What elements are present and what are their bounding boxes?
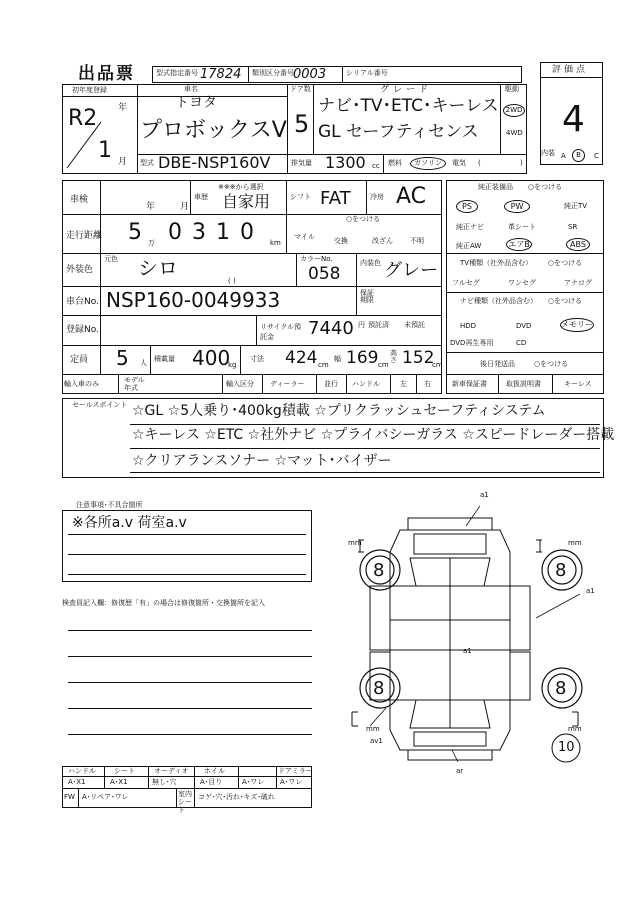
chassis-label: 車台No. [66, 297, 99, 307]
color-no-label: カラーNo. [300, 255, 333, 263]
after-opt-keyless[interactable]: キーレス [564, 380, 592, 388]
navi-opt-hdd[interactable]: HDD [460, 322, 477, 330]
grade-label: グレード [380, 85, 433, 95]
maker: トヨタ [175, 95, 217, 111]
equipment-title: 純正装備品 [478, 183, 513, 191]
serial-label: シリアル番号 [346, 69, 388, 77]
mm-label-bl: mm [366, 725, 380, 733]
mark-top: a1 [480, 491, 489, 499]
drive-label: 駆動 [505, 85, 519, 93]
recycle: 7440 [308, 318, 354, 339]
grid-v-mirror: A･ワレ [242, 778, 265, 786]
width-label: 幅 [334, 355, 341, 363]
navi-opt-dvd[interactable]: DVD [516, 322, 532, 330]
grid-h-seat: シート [114, 767, 135, 775]
sales-points-label: セールスポイント [72, 401, 128, 409]
grade-line2: GL セーフティセンス [318, 122, 479, 142]
mark-bottom-left: av1 [370, 737, 383, 745]
capacity-unit: 人 [140, 359, 147, 367]
spare-value: 10 [558, 740, 575, 755]
equip-airbag[interactable]: エアB [506, 238, 532, 251]
recycle-sub: 預託済 [368, 321, 389, 329]
category-no-label: 類別区分番号 [252, 69, 294, 77]
chassis: NSP160-0049933 [106, 288, 281, 312]
ac: AC [396, 184, 427, 209]
tv-opt-oneseg[interactable]: ワンセグ [508, 279, 536, 287]
color: シロ [138, 256, 178, 280]
sales-line2: ☆キーレス ☆ETC ☆社外ナビ ☆プライバシーガラス ☆スピードレーダー搭載 [132, 427, 615, 443]
grid-v-audio: 無し･穴 [152, 778, 177, 786]
interior-color-label: 内装色 [360, 259, 381, 267]
certified-no-label: 型式指定番号 [156, 69, 198, 77]
model-name: プロボックスV [140, 118, 287, 143]
import-opt-dealer[interactable]: ディーラー [270, 380, 305, 388]
import-opt-handle[interactable]: ハンドル [352, 380, 380, 388]
grid-h-handle: ハンドル [68, 767, 96, 775]
mileage-opt-unknown[interactable]: 不明 [410, 237, 424, 245]
maker-label: 車名 [184, 85, 198, 93]
first-reg-year: R2 [68, 106, 98, 131]
displacement: 1300 [325, 153, 366, 172]
mileage-rest: 0310 [168, 220, 264, 245]
interior-option-a[interactable]: A [561, 152, 566, 160]
shift-label: シフト [290, 193, 311, 201]
navi-opt-dvdplay[interactable]: DVD再生専用 [450, 339, 494, 347]
equip-abs[interactable]: ABS [566, 238, 590, 251]
warranty-label: 保証期限 [360, 289, 374, 304]
grid-v-wheel: A･目り [200, 778, 223, 786]
grid-h-mirror: ドアミラー [278, 767, 313, 775]
usage-sub: ※※※から選択 [218, 183, 264, 191]
usage: 自家用 [222, 192, 271, 211]
inspector-label: 検査員記入欄：修復歴「有」の場合は修復箇所・交換箇所を記入 [62, 599, 265, 607]
grid-room-value: コゲ･穴･汚れ･キズ･破れ [198, 793, 275, 801]
drive-4wd-option[interactable]: 4WD [506, 129, 523, 137]
equip-sr[interactable]: SR [568, 223, 578, 231]
regno-label: 登録No. [66, 325, 99, 335]
recycle-unit: 円 [358, 321, 365, 329]
interior-option-b[interactable]: B [572, 149, 585, 162]
notes-label: 注意事項･不具合箇所 [76, 501, 143, 509]
color-no: 058 [308, 264, 341, 284]
inspection-month-label: 月 [180, 202, 190, 212]
fuel-label: 燃料 [388, 159, 402, 167]
interior-color: グレー [384, 260, 438, 281]
month-label: 月 [118, 157, 128, 167]
sales-line1: ☆GL ☆5人乗り･400kg積載 ☆プリクラッシュセーフティシステム [132, 403, 546, 419]
displacement-unit: cc [372, 162, 380, 170]
equip-tv[interactable]: 純正TV [564, 202, 588, 210]
height-label: 高さ [390, 349, 397, 364]
usage-label: 車歴 [194, 193, 208, 201]
interior-option-c[interactable]: C [594, 152, 599, 160]
first-reg-month: 1 [98, 138, 112, 163]
shift: FAT [320, 188, 351, 209]
mark-center: a1 [463, 647, 472, 655]
mm-label-br: mm [568, 725, 582, 733]
length: 424 [285, 348, 318, 368]
tv-opt-fullseg[interactable]: フルセグ [452, 279, 480, 287]
model-code: DBE-NSP160V [158, 153, 271, 172]
equipment-mark: ○をつける [528, 183, 563, 191]
ac-label: 冷房 [370, 193, 384, 201]
grid-h-audio: オーディオ [154, 767, 189, 775]
model-code-label: 型式 [140, 159, 154, 167]
width-unit: cm [378, 361, 389, 369]
certified-no: 17824 [200, 67, 242, 82]
mileage-sep: 万 [148, 239, 155, 247]
mark-bottom: ar [456, 767, 464, 775]
notes-line1: ※各所a.v 荷室a.v [72, 515, 187, 531]
import-label: 輸入車のみ [64, 380, 99, 388]
grid-h-wheel: ホイル [204, 767, 225, 775]
after-opt-manual[interactable]: 取扱説明書 [506, 380, 541, 388]
recycle-sub2: 未預託 [404, 321, 425, 329]
mm-label-tr: mm [568, 539, 582, 547]
first-reg-label: 初年度登録 [72, 86, 107, 94]
grid-fw-label: FW [64, 793, 75, 801]
load-unit: kg [228, 361, 237, 369]
diagonal-slash [63, 120, 103, 172]
mileage-label: 走行距離 [66, 231, 103, 241]
doors: 5 [294, 110, 310, 138]
interior-label: 内装 [541, 149, 555, 157]
grid-v-seat: A･X1 [110, 778, 128, 786]
fuel-option-electric[interactable]: 電気 [452, 159, 466, 167]
equip-navi[interactable]: 純正ナビ [456, 223, 484, 231]
after-title: 後日発送品 [480, 360, 515, 368]
mileage-opt-swap[interactable]: 交換 [334, 237, 348, 245]
mileage-opt-tamper[interactable]: 改ざん [372, 237, 393, 245]
tv-opt-analog[interactable]: アナログ [564, 279, 592, 287]
import-opt-right[interactable]: 右 [424, 380, 431, 388]
width: 169 [346, 348, 379, 368]
capacity: 5 [116, 346, 129, 370]
color-label: 外装色 [66, 265, 94, 275]
height: 152 [402, 348, 435, 368]
load-label: 積載量 [154, 355, 175, 363]
mileage-opt-mile[interactable]: マイル [294, 233, 315, 241]
score-value: 4 [562, 99, 585, 140]
height-unit: cm [432, 361, 443, 369]
after-opt-warranty[interactable]: 新車保証書 [452, 380, 487, 388]
inspection-label: 車検 [70, 195, 89, 205]
tire-value-bl: 8 [373, 678, 385, 699]
equip-ps[interactable]: PS [456, 200, 478, 213]
navi-title: ナビ種類（社外品含む） [460, 297, 537, 305]
drive-2wd-option[interactable]: 2WD [503, 104, 525, 117]
load: 400 [192, 346, 231, 370]
sales-line3: ☆クリアランスソナー ☆マット･バイザー [132, 453, 392, 469]
tire-value-tl: 8 [373, 560, 385, 581]
grade-line1: ナビ･TV･ETC･キーレス [318, 96, 499, 116]
equip-leather[interactable]: 革シート [508, 223, 536, 231]
color-orig-label: 元色 [104, 255, 118, 263]
grid-room-label: 室内シート [178, 790, 192, 814]
tv-title: TV種類（社外品含む） [460, 259, 533, 267]
grid-fw-value: A･リペア･ワレ [82, 793, 129, 801]
inspection-year-label: 年 [146, 202, 156, 212]
mileage-mark: ○をつける [346, 215, 381, 223]
fuel-option-gasoline[interactable]: ガソリン [410, 157, 446, 170]
displacement-label: 排気量 [291, 159, 312, 167]
grid-v-mirror2: A･ワレ [280, 778, 303, 786]
grid-v-handle: A･X1 [68, 778, 86, 786]
equip-aw[interactable]: 純正AW [456, 242, 482, 250]
mileage-unit: km [270, 239, 281, 247]
navi-opt-cd[interactable]: CD [516, 339, 527, 347]
year-label: 年 [118, 103, 128, 113]
category-no: 0003 [293, 67, 327, 82]
tire-value-tr: 8 [555, 560, 567, 581]
capacity-label: 定員 [70, 355, 89, 365]
equip-pw[interactable]: PW [504, 200, 530, 213]
recycle-label: リサイクル預託金 [260, 323, 302, 341]
score-label: 評価点 [552, 65, 589, 75]
doors-label: ドア数 [290, 85, 311, 93]
form-title: 出品票 [78, 64, 135, 84]
size-label: 寸法 [250, 355, 264, 363]
model-year-label: モデル年式 [124, 376, 145, 392]
length-unit: cm [318, 361, 329, 369]
navi-opt-memory[interactable]: メモリー [560, 318, 594, 332]
import-opt-parallel[interactable]: 並行 [324, 380, 338, 388]
tire-value-br: 8 [555, 678, 567, 699]
mileage-man: 5 [128, 220, 142, 245]
mm-label-tl: mm [348, 539, 362, 547]
import-div-label: 輸入区分 [226, 380, 254, 388]
mark-right: a1 [586, 587, 595, 595]
import-opt-left[interactable]: 左 [400, 380, 407, 388]
